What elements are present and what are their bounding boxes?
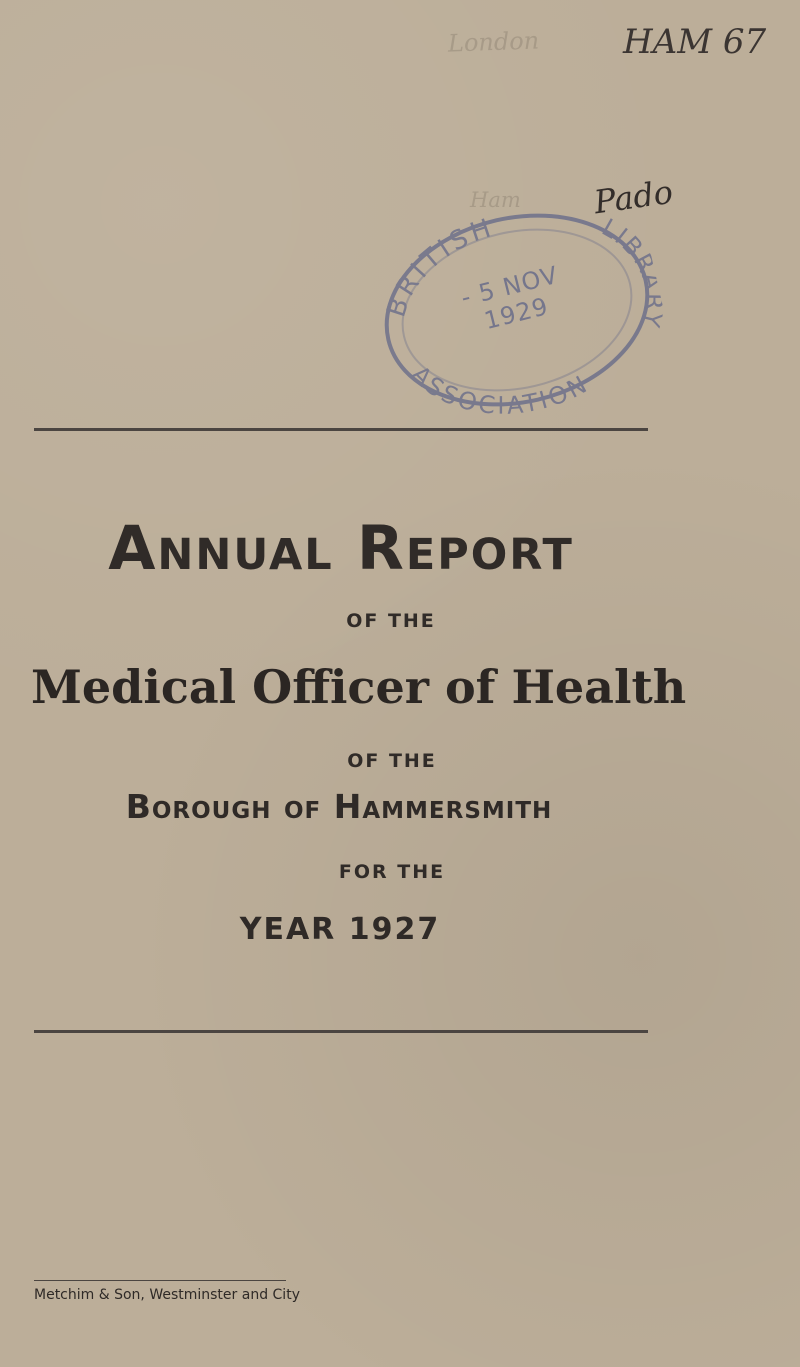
stamp-bottom-text: ASSOCIATION <box>406 360 594 420</box>
svg-text:LIBRARY <box>593 205 677 342</box>
kicker-of-the-1: OF THE <box>346 610 436 632</box>
stamp-date: - 5 NOV 1929 <box>458 260 562 336</box>
faint-handwritten-word-mid: Ham <box>470 188 521 212</box>
stamp-right-text: LIBRARY <box>597 213 669 332</box>
report-subtitle: Medical Officer of Health <box>31 660 687 714</box>
kicker-for-the: FOR THE <box>338 861 446 883</box>
report-title: Annual Report <box>108 513 574 584</box>
footer-rule <box>34 1280 286 1281</box>
report-year: YEAR 1927 <box>239 912 441 947</box>
printer-credit: Metchim & Son, Westminster and City <box>34 1287 300 1303</box>
handwritten-note: Pado <box>591 172 676 222</box>
borough-title: Borough of Hammersmith <box>125 787 553 826</box>
bottom-double-rule <box>34 1030 648 1033</box>
top-double-rule <box>34 428 648 431</box>
handwritten-reference-code: HAM 67 <box>623 22 767 62</box>
kicker-of-the-2: OF THE <box>347 750 437 772</box>
svg-text:ASSOCIATION <box>403 325 596 441</box>
faint-handwritten-word-top: London <box>447 26 540 58</box>
stamp-top-text: BRITISH <box>381 212 499 321</box>
